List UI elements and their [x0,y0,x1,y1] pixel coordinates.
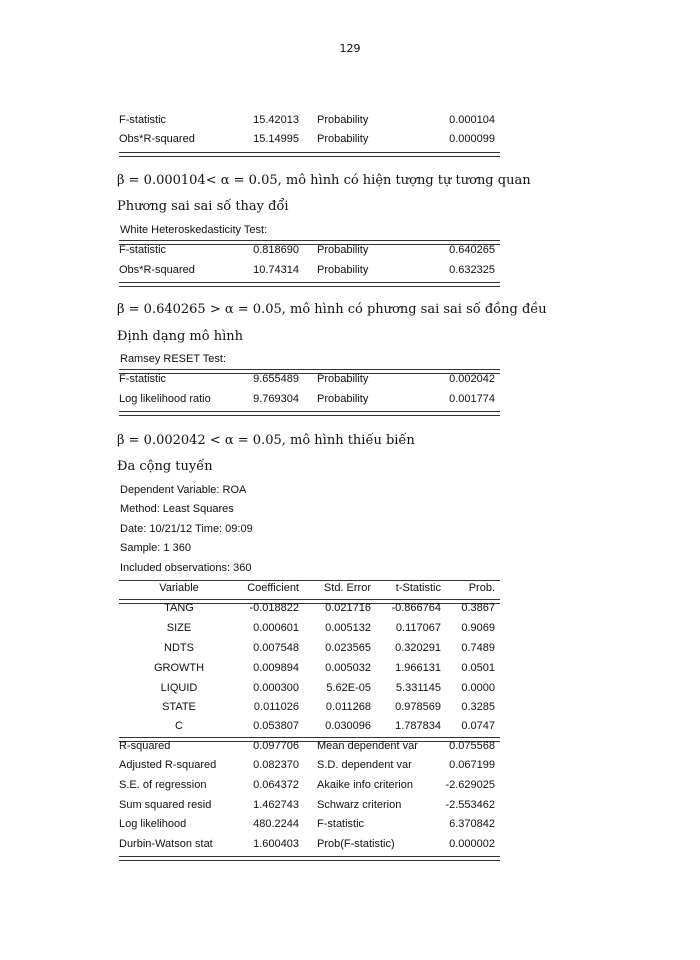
prob-value: 0.000099 [449,133,495,145]
stat-label: S.D. dependent var [317,759,412,771]
stat-value: 9.769304 [253,393,299,405]
stat-label: Obs*R-squared [119,133,195,145]
table-row [119,777,499,795]
stat-value: 0.097706 [253,740,299,752]
table-row [119,131,499,149]
prob: 0.0501 [461,662,495,674]
stat-label: R-squared [119,740,171,752]
header-cell: Std. Error [323,582,371,594]
table-row [119,660,499,678]
stat-label: Sum squared resid [119,799,212,811]
stat-label: Durbin-Watson stat [119,838,213,850]
stat-label: F-statistic [119,244,167,256]
table-row [119,738,499,756]
divider [119,411,500,416]
stat-value: 0.818690 [253,244,299,256]
table-row [119,797,499,815]
coefficient-header [119,580,499,598]
stat-value: 0.000002 [449,838,495,850]
table-row [119,816,499,834]
variable-name: NDTS [164,642,194,654]
stat-value: 1.462743 [253,799,299,811]
prob-label: Probability [317,264,369,276]
coefficient: -0.018822 [249,602,299,614]
coefficient: 0.000300 [253,682,299,694]
table-row [119,112,499,130]
table-row [119,391,499,409]
coefficient: 0.009894 [253,662,299,674]
table-title: Ramsey RESET Test: [120,353,226,365]
table-row [119,680,499,698]
section-heading: Định dạng mô hình [117,329,243,344]
header-cell: Coefficient [247,582,299,594]
prob: 0.0747 [461,720,495,732]
prob: 0.9069 [461,622,495,634]
variable-name: GROWTH [153,662,205,674]
divider [119,152,500,157]
section-heading: Đa cộng tuyến [117,459,213,474]
table-row [119,600,499,618]
t-statistic: 1.966131 [395,662,441,674]
table-row [119,620,499,638]
prob: 0.3285 [461,701,495,713]
included-observations: Included observations: 360 [120,562,252,574]
table-row [119,836,499,854]
stat-value: 0.067199 [449,759,495,771]
std-error: 0.005032 [325,662,371,674]
stat-value: -2.629025 [445,779,495,791]
prob: 0.3867 [461,602,495,614]
coefficient: 0.007548 [253,642,299,654]
prob-label: Probability [317,244,369,256]
stat-label: F-statistic [317,818,365,830]
t-statistic: 0.117067 [395,622,441,634]
prob-label: Probability [317,393,369,405]
header-cell: t-Statistic [395,582,441,594]
divider [119,856,500,861]
stat-label: Log likelihood [119,818,187,830]
coefficient: 0.000601 [253,622,299,634]
conclusion-text: β = 0.640265 > α = 0.05, mô hình có phương sai sai số đồng đều [117,302,547,317]
std-error: 0.030096 [325,720,371,732]
stat-label: Prob(F-statistic) [317,838,395,850]
stat-value: 9.655489 [253,373,299,385]
table-title: White Heteroskedasticity Test: [120,224,268,236]
prob: 0.0000 [461,682,495,694]
t-statistic: 5.331145 [395,682,441,694]
prob-value: 0.632325 [449,264,495,276]
table-row [119,640,499,658]
stat-label: Mean dependent var [317,740,418,752]
prob-label: Probability [317,114,369,126]
t-statistic: 0.320291 [395,642,441,654]
dependent-variable: Dependent Variable: ROA [120,484,247,496]
prob: 0.7489 [461,642,495,654]
stat-value: 480.2244 [253,818,299,830]
prob-value: 0.000104 [449,114,495,126]
t-statistic: 0.978569 [395,701,441,713]
stat-value: 6.370842 [449,818,495,830]
stat-label: S.E. of regression [119,779,207,791]
variable-name: C [175,720,183,732]
coefficient: 0.011026 [253,701,299,713]
std-error: 0.023565 [325,642,371,654]
stat-label: F-statistic [119,114,167,126]
std-error: 5.62E-05 [326,682,371,694]
table-row [119,371,499,389]
page-number: 129 [339,42,361,55]
prob-value: 0.640265 [449,244,495,256]
table-row [119,242,499,260]
std-error: 0.021716 [325,602,371,614]
stat-value: 0.082370 [253,759,299,771]
stat-value: 10.74314 [253,264,299,276]
divider [119,282,500,287]
stat-label: Obs*R-squared [119,264,195,276]
std-error: 0.011268 [325,701,371,713]
table-row [119,262,499,280]
stat-value: 0.064372 [253,779,299,791]
table-row [119,718,499,736]
table-row [119,699,499,717]
stat-label: Schwarz criterion [317,799,402,811]
prob-label: Probability [317,133,369,145]
stat-value: 15.14995 [253,133,299,145]
stat-label: Log likelihood ratio [119,393,211,405]
conclusion-text: β = 0.000104< α = 0.05, mô hình có hiện tượng tự tương quan [117,173,531,188]
sample: Sample: 1 360 [120,542,191,554]
variable-name: LIQUID [160,682,198,694]
conclusion-text: β = 0.002042 < α = 0.05, mô hình thiếu biến [117,433,415,448]
stat-value: 15.42013 [253,114,299,126]
stat-value: -2.553462 [445,799,495,811]
prob-value: 0.002042 [449,373,495,385]
stat-label: Adjusted R-squared [119,759,217,771]
variable-name: SIZE [166,622,192,634]
stat-value: 0.075568 [449,740,495,752]
header-cell: Variable [159,582,199,594]
section-heading: Phương sai sai số thay đổi [117,199,289,214]
coefficient: 0.053807 [253,720,299,732]
std-error: 0.005132 [325,622,371,634]
method: Method: Least Squares [120,503,234,515]
date-time: Date: 10/21/12 Time: 09:09 [120,523,253,535]
variable-name: STATE [162,701,196,713]
variable-name: TANG [164,602,194,614]
stat-label: F-statistic [119,373,167,385]
stat-label: Akaike info criterion [317,779,413,791]
header-cell: Prob. [468,582,495,594]
divider [119,580,500,581]
stat-value: 1.600403 [253,838,299,850]
t-statistic: 1.787834 [395,720,441,732]
prob-value: 0.001774 [449,393,495,405]
table-row [119,757,499,775]
t-statistic: -0.866764 [391,602,441,614]
prob-label: Probability [317,373,369,385]
